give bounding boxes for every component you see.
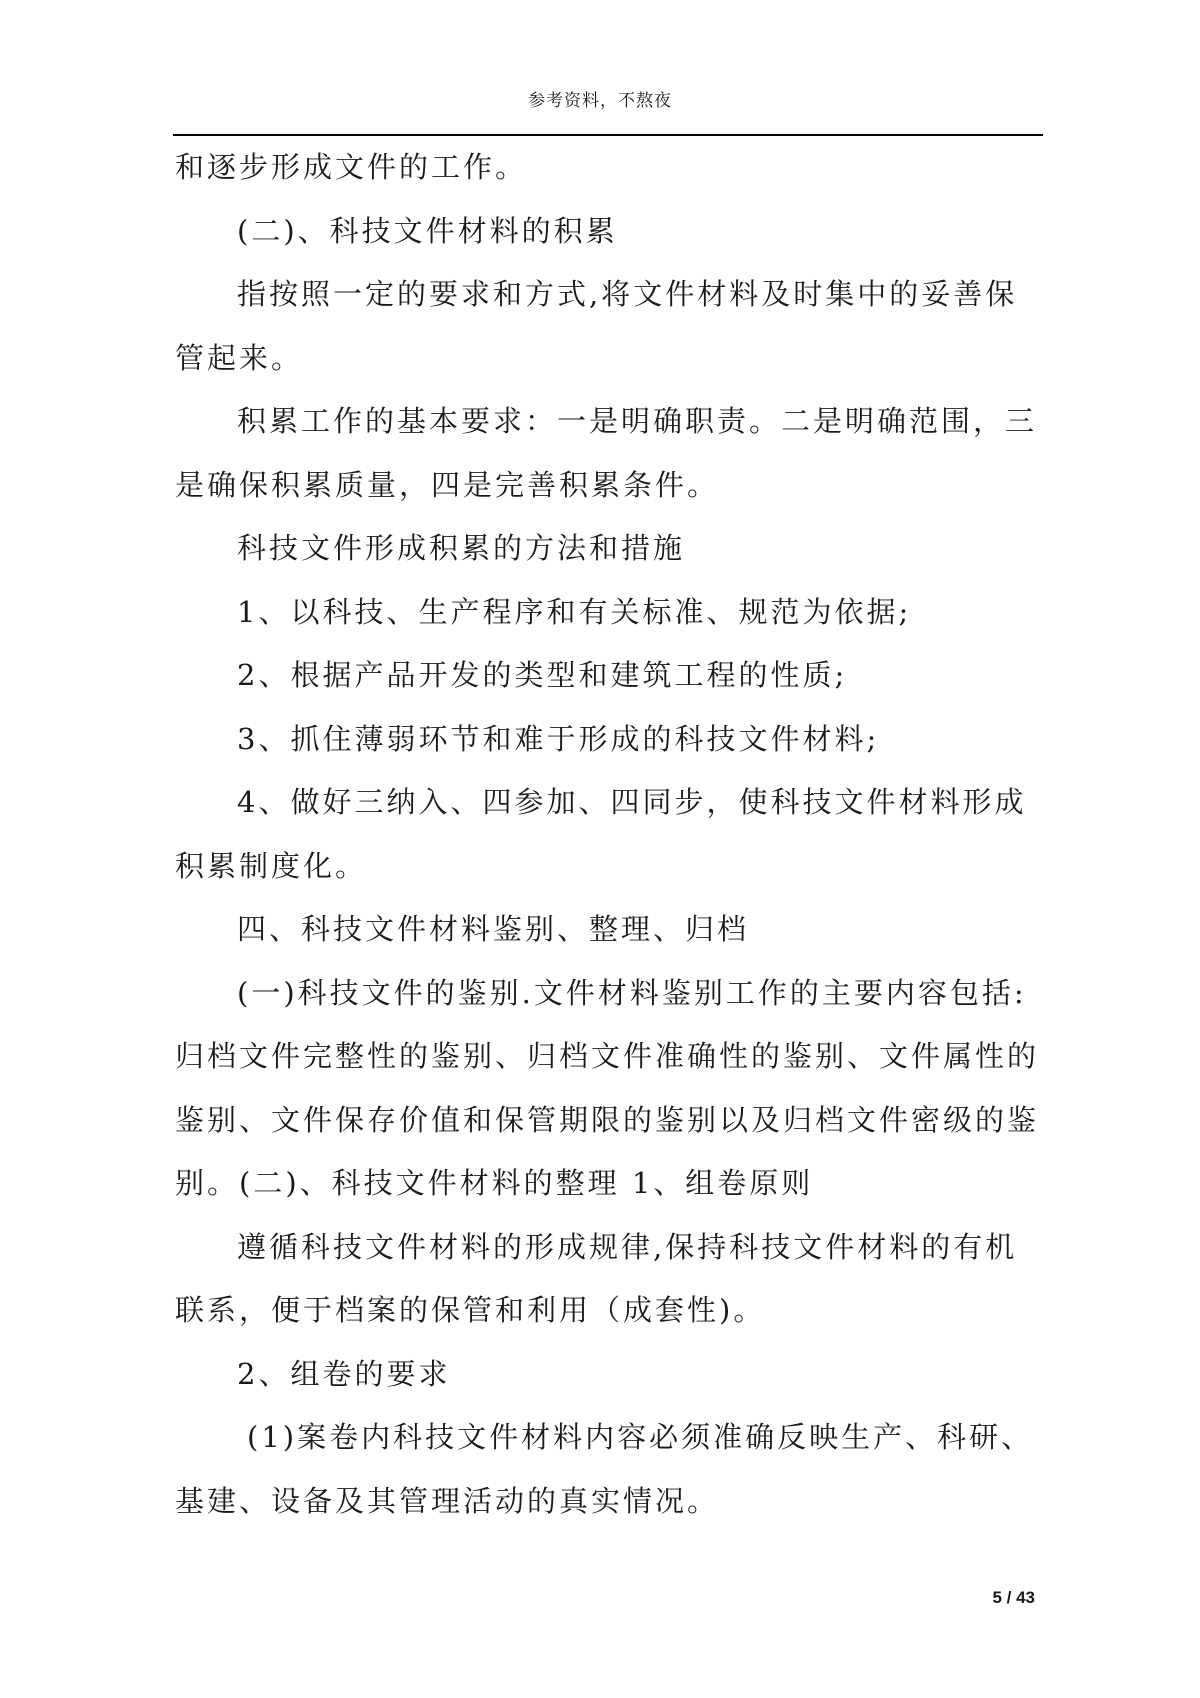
list-item: 2、组卷的要求 [237,1356,451,1391]
text-line: 遵循科技文件材料的形成规律,保持科技文件材料的有机 [237,1229,1018,1264]
text-line: 归档文件完整性的鉴别、归档文件准确性的鉴别、文件属性的 [175,1039,1040,1073]
list-item: 2、根据产品开发的类型和建筑工程的性质; [237,658,848,692]
document-body [175,136,1045,1533]
section-heading: 四、科技文件材料鉴别、整理、归档 [237,912,750,946]
list-item: (1)案卷内科技文件材料内容必须准确反映生产、科研、 [247,1420,1034,1454]
text-line: 是确保积累质量，四是完善积累条件。 [175,467,720,502]
list-item: 1、以科技、生产程序和有关标准、规范为依据; [237,594,912,629]
text-line: 和逐步形成文件的工作。 [175,150,528,184]
list-item: 3、抓住薄弱环节和难于形成的科技文件材料; [237,721,880,756]
text-line: (一)科技文件的鉴别.文件材料鉴别工作的主要内容包括: [237,975,1027,1010]
text-line: 积累制度化。 [175,848,368,883]
text-line: 积累工作的基本要求：一是明确职责。二是明确范围，三 [237,404,1038,438]
text-line: 管起来。 [175,340,304,375]
text-line: 基建、设备及其管理活动的真实情况。 [175,1483,720,1518]
text-line: 联系，便于档案的保管和利用（成套性)。 [175,1293,766,1327]
text-line: 鉴别、文件保存价值和保管期限的鉴别以及归档文件密级的鉴 [175,1102,1040,1137]
text-line: 指按照一定的要求和方式,将文件材料及时集中的妥善保 [237,277,1018,311]
page-header: 参考资料，不熬夜 [528,91,672,111]
text-line: 别。(二)、科技文件材料的整理 1、组卷原则 [175,1166,814,1200]
page-number: 5 / 43 [992,1588,1035,1607]
list-item: 4、做好三纳入、四参加、四同步，使科技文件材料形成 [237,785,1027,819]
text-line: 科技文件形成积累的方法和措施 [237,531,686,565]
section-heading: (二)、科技文件材料的积累 [237,213,618,248]
